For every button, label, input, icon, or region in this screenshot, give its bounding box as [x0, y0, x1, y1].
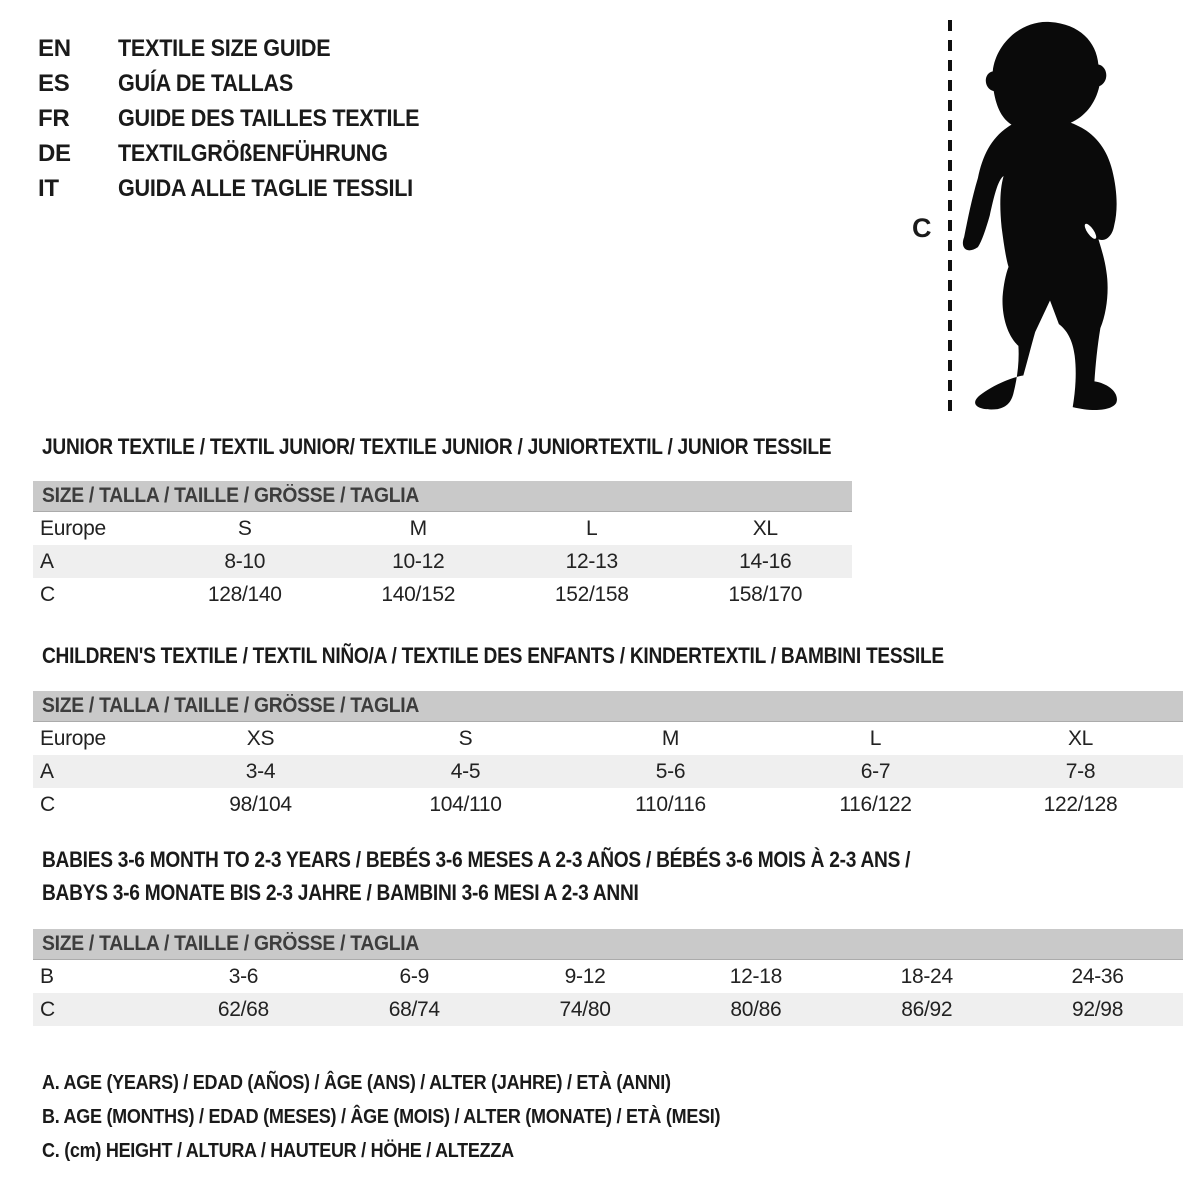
size-header-label: SIZE / TALLA / TAILLE / GRÖSSE / TAGLIA [42, 484, 420, 507]
height-cell: 128/140 [207, 582, 282, 606]
language-row-en [38, 31, 453, 66]
language-row-de [38, 136, 453, 171]
children-section-title [42, 643, 1079, 669]
measure-legend [42, 1066, 796, 1168]
row-label: Europe [40, 726, 106, 750]
height-cell: 62/68 [217, 997, 269, 1021]
age-cell: 14-16 [739, 549, 792, 573]
size-cell: L [869, 726, 882, 750]
children-size-table [33, 691, 1183, 821]
legend-text-c: C. (cm) HEIGHT / ALTURA / HAUTEUR / HÖHE / ALTEZZA [42, 1139, 514, 1162]
language-row-it [38, 171, 453, 206]
age-cell: 7-8 [1065, 759, 1096, 783]
height-cell: 110/116 [635, 792, 706, 816]
junior-row-age-years [33, 545, 852, 578]
junior-row-europe [33, 512, 852, 545]
age-cell: 12-13 [565, 549, 618, 573]
legend-line-c [42, 1134, 796, 1168]
legend-text-a: A. AGE (YEARS) / EDAD (AÑOS) / ÂGE (ANS) / ALTER (JAHRE) / ETÀ (ANNI) [42, 1071, 671, 1094]
size-cell: M [661, 726, 680, 750]
language-code: EN [38, 34, 71, 62]
age-cell: 10-12 [392, 549, 445, 573]
height-cell: 158/170 [728, 582, 803, 606]
children-section-title-text: CHILDREN'S TEXTILE / TEXTIL NIÑO/A / TEXTILE DES ENFANTS / KINDERTEXTIL / BAMBINI TESSILE [42, 643, 944, 668]
legend-text-b: B. AGE (MONTHS) / EDAD (MESES) / ÂGE (MOIS) / ALTER (MONATE) / ETÀ (MESI) [42, 1105, 721, 1128]
babies-section-title [42, 843, 1040, 909]
size-cell: M [409, 516, 427, 540]
height-dashed-line [948, 20, 952, 415]
age-cell: 24-36 [1071, 964, 1124, 988]
size-cell: L [586, 516, 598, 540]
language-code: FR [38, 104, 70, 132]
children-row-age-years [33, 755, 1183, 788]
row-label: A [40, 549, 54, 573]
children-size-header-bar [33, 691, 1183, 722]
language-code: ES [38, 69, 70, 97]
age-cell: 3-4 [245, 759, 276, 783]
babies-size-table [33, 929, 1183, 1026]
language-title: TEXTILE SIZE GUIDE [118, 34, 331, 62]
row-label: C [40, 997, 55, 1021]
junior-size-table [33, 481, 852, 611]
age-cell: 8-10 [224, 549, 266, 573]
height-cell: 68/74 [388, 997, 440, 1021]
language-title: GUIDE DES TAILLES TEXTILE [118, 104, 420, 132]
height-cell: 86/92 [901, 997, 953, 1021]
age-cell: 5-6 [655, 759, 686, 783]
age-cell: 9-12 [564, 964, 606, 988]
language-title: GUIDA ALLE TAGLIE TESSILI [118, 174, 413, 202]
legend-line-a [42, 1066, 796, 1100]
age-cell: 6-7 [860, 759, 891, 783]
language-code: DE [38, 139, 71, 167]
size-cell: XL [1067, 726, 1094, 750]
size-header-label: SIZE / TALLA / TAILLE / GRÖSSE / TAGLIA [42, 932, 420, 955]
height-cell: 92/98 [1072, 997, 1124, 1021]
language-title: TEXTILGRÖßENFÜHRUNG [118, 139, 388, 167]
height-cell: 116/122 [839, 792, 912, 816]
babies-row-age-months [33, 960, 1183, 993]
junior-row-height-cm [33, 578, 852, 611]
height-cell: 104/110 [429, 792, 502, 816]
age-cell: 18-24 [900, 964, 953, 988]
language-code: IT [38, 174, 59, 202]
row-label: C [40, 792, 55, 816]
junior-section-title-text: JUNIOR TEXTILE / TEXTIL JUNIOR/ TEXTILE JUNIOR / JUNIORTEXTIL / JUNIOR TESSILE [42, 434, 832, 459]
babies-section-title-line1: BABIES 3-6 MONTH TO 2-3 YEARS / BEBÉS 3-6 MESES A 2-3 AÑOS / BÉBÉS 3-6 MOIS À 2-3 ANS / [42, 847, 911, 872]
row-label: A [40, 759, 54, 783]
height-cell: 74/80 [559, 997, 611, 1021]
size-cell: XS [246, 726, 275, 750]
language-title-list [38, 31, 453, 206]
size-header-label: SIZE / TALLA / TAILLE / GRÖSSE / TAGLIA [42, 694, 420, 717]
row-label: Europe [40, 516, 106, 540]
size-cell: S [458, 726, 473, 750]
language-row-fr [38, 101, 453, 136]
babies-row-height-cm [33, 993, 1183, 1026]
language-title: GUÍA DE TALLAS [118, 69, 294, 97]
age-cell: 6-9 [399, 964, 429, 988]
age-cell: 12-18 [729, 964, 782, 988]
junior-section-title [42, 434, 949, 460]
height-cell: 98/104 [229, 792, 292, 816]
size-cell: XL [752, 516, 778, 540]
babies-section-title-line2: BABYS 3-6 MONATE BIS 2-3 JAHRE / BAMBINI 3-6 MESI A 2-3 ANNI [42, 880, 639, 905]
height-cell: 152/158 [554, 582, 629, 606]
height-cell: 80/86 [730, 997, 782, 1021]
row-label: C [40, 582, 55, 606]
height-cell: 140/152 [381, 582, 456, 606]
size-cell: S [237, 516, 252, 540]
legend-line-b [42, 1100, 796, 1134]
height-cell: 122/128 [1043, 792, 1118, 816]
age-cell: 4-5 [450, 759, 481, 783]
height-measure-label: C [912, 213, 932, 243]
toddler-silhouette-icon [955, 20, 1145, 415]
age-cell: 3-6 [228, 964, 259, 988]
children-row-height-cm [33, 788, 1183, 821]
language-row-es [38, 66, 453, 101]
height-measure-figure [900, 15, 1180, 420]
babies-size-header-bar [33, 929, 1183, 960]
row-label: B [40, 964, 54, 988]
children-row-europe [33, 722, 1183, 755]
junior-size-header-bar [33, 481, 852, 512]
